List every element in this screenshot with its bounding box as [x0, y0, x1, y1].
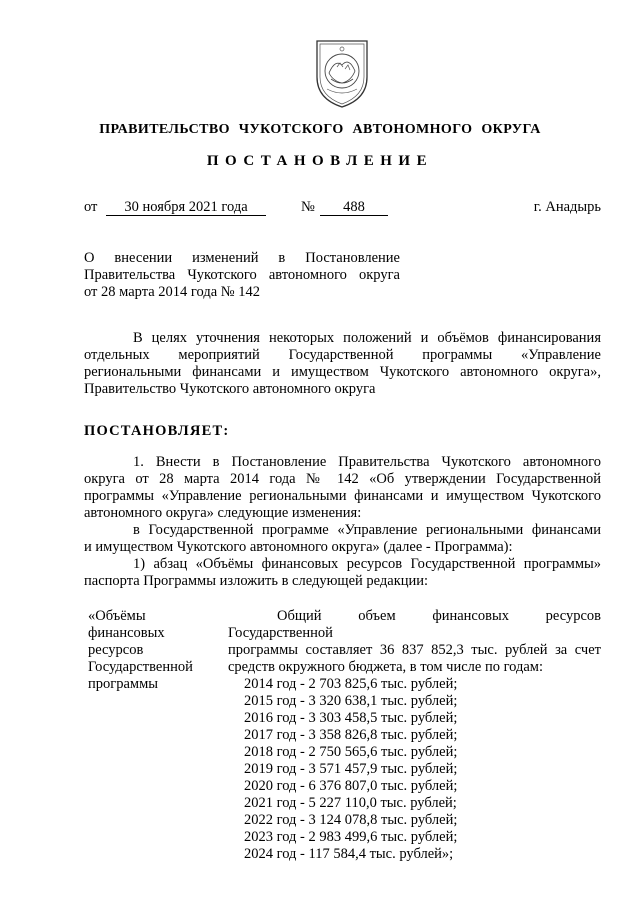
item-line: 1. Внести в Постановление Правительства Чукотского автономного [133, 454, 601, 470]
item-line: автономного округа» следующие изменения: [84, 505, 362, 521]
funding-intro-line: Общий объем финансовых ресурсов Государственной [228, 608, 601, 641]
item-line: программы «Управление региональными финансами и имуществом Чукотского [84, 488, 601, 504]
preamble-line: Правительство Чукотского автономного округа [84, 381, 376, 397]
funding-label-line: финансовых [88, 625, 165, 641]
city: г. Анадырь [533, 199, 601, 215]
funding-year-item: 2023 год - 2 983 499,6 тыс. рублей; [244, 829, 458, 845]
item-line: паспорта Программы изложить в следующей редакции: [84, 573, 429, 589]
funding-label-line: программы [88, 676, 158, 692]
coat-of-arms-emblem [307, 37, 377, 109]
funding-year-item: 2015 год - 3 320 638,1 тыс. рублей; [244, 693, 458, 709]
funding-year-item: 2021 год - 5 227 110,0 тыс. рублей; [244, 795, 457, 811]
item-line: и имуществом Чукотского автономного округа» (далее - Программа): [84, 539, 513, 555]
government-title: ПРАВИТЕЛЬСТВО ЧУКОТСКОГО АВТОНОМНОГО ОКРУГА [99, 122, 541, 137]
decree-title: ПОСТАНОВЛЕНИЕ [206, 153, 434, 169]
funding-year-item: 2020 год - 6 376 807,0 тыс. рублей; [244, 778, 458, 794]
funding-label-line: «Объёмы [88, 608, 146, 624]
preamble-line: региональными финансами и имуществом Чукотского автономного округа», [84, 364, 601, 380]
decree-number: 488 [320, 199, 388, 216]
funding-value-cell [228, 608, 601, 863]
item-line: в Государственной программе «Управление региональными финансами [133, 522, 601, 538]
funding-year-item: 2014 год - 2 703 825,6 тыс. рублей; [244, 676, 458, 692]
number-label: № [301, 199, 315, 215]
decree-date: 30 ноября 2021 года [106, 199, 266, 216]
item-line: 1) абзац «Объёмы финансовых ресурсов Государственной программы» [133, 556, 601, 572]
funding-year-item: 2018 год - 2 750 565,6 тыс. рублей; [244, 744, 458, 760]
funding-year-item: 2017 год - 3 358 826,8 тыс. рублей; [244, 727, 458, 743]
resolve-heading: ПОСТАНОВЛЯЕТ: [84, 423, 230, 439]
subject-line: О внесении изменений в Постановление [84, 250, 400, 266]
funding-year-item: 2022 год - 3 124 078,8 тыс. рублей; [244, 812, 458, 828]
item-line: округа от 28 марта 2014 года № 142 «Об утверждении Государственной [84, 471, 601, 487]
funding-label-line: Государственной [88, 659, 193, 675]
date-prefix: от [84, 199, 98, 215]
subject-line: Правительства Чукотского автономного округа [84, 267, 400, 283]
decree-meta-row [84, 199, 601, 219]
preamble-line: отдельных мероприятий Государственной программы «Управление [84, 347, 601, 363]
preamble-line: В целях уточнения некоторых положений и объёмов финансирования [133, 330, 601, 346]
funding-year-list [228, 676, 601, 863]
funding-intro-line: программы составляет 36 837 852,3 тыс. рублей за счет [228, 642, 601, 658]
subject-line: от 28 марта 2014 года № 142 [84, 284, 260, 300]
funding-label-cell [88, 608, 228, 693]
decree-subject [84, 250, 400, 301]
funding-year-item: 2016 год - 3 303 458,5 тыс. рублей; [244, 710, 458, 726]
funding-intro-line: средств окружного бюджета, в том числе по годам: [228, 659, 544, 675]
funding-year-item: 2019 год - 3 571 457,9 тыс. рублей; [244, 761, 458, 777]
preamble [84, 330, 601, 398]
funding-label-line: ресурсов [88, 642, 144, 658]
item-1 [84, 454, 601, 590]
funding-year-item: 2024 год - 117 584,4 тыс. рублей»; [244, 846, 454, 862]
